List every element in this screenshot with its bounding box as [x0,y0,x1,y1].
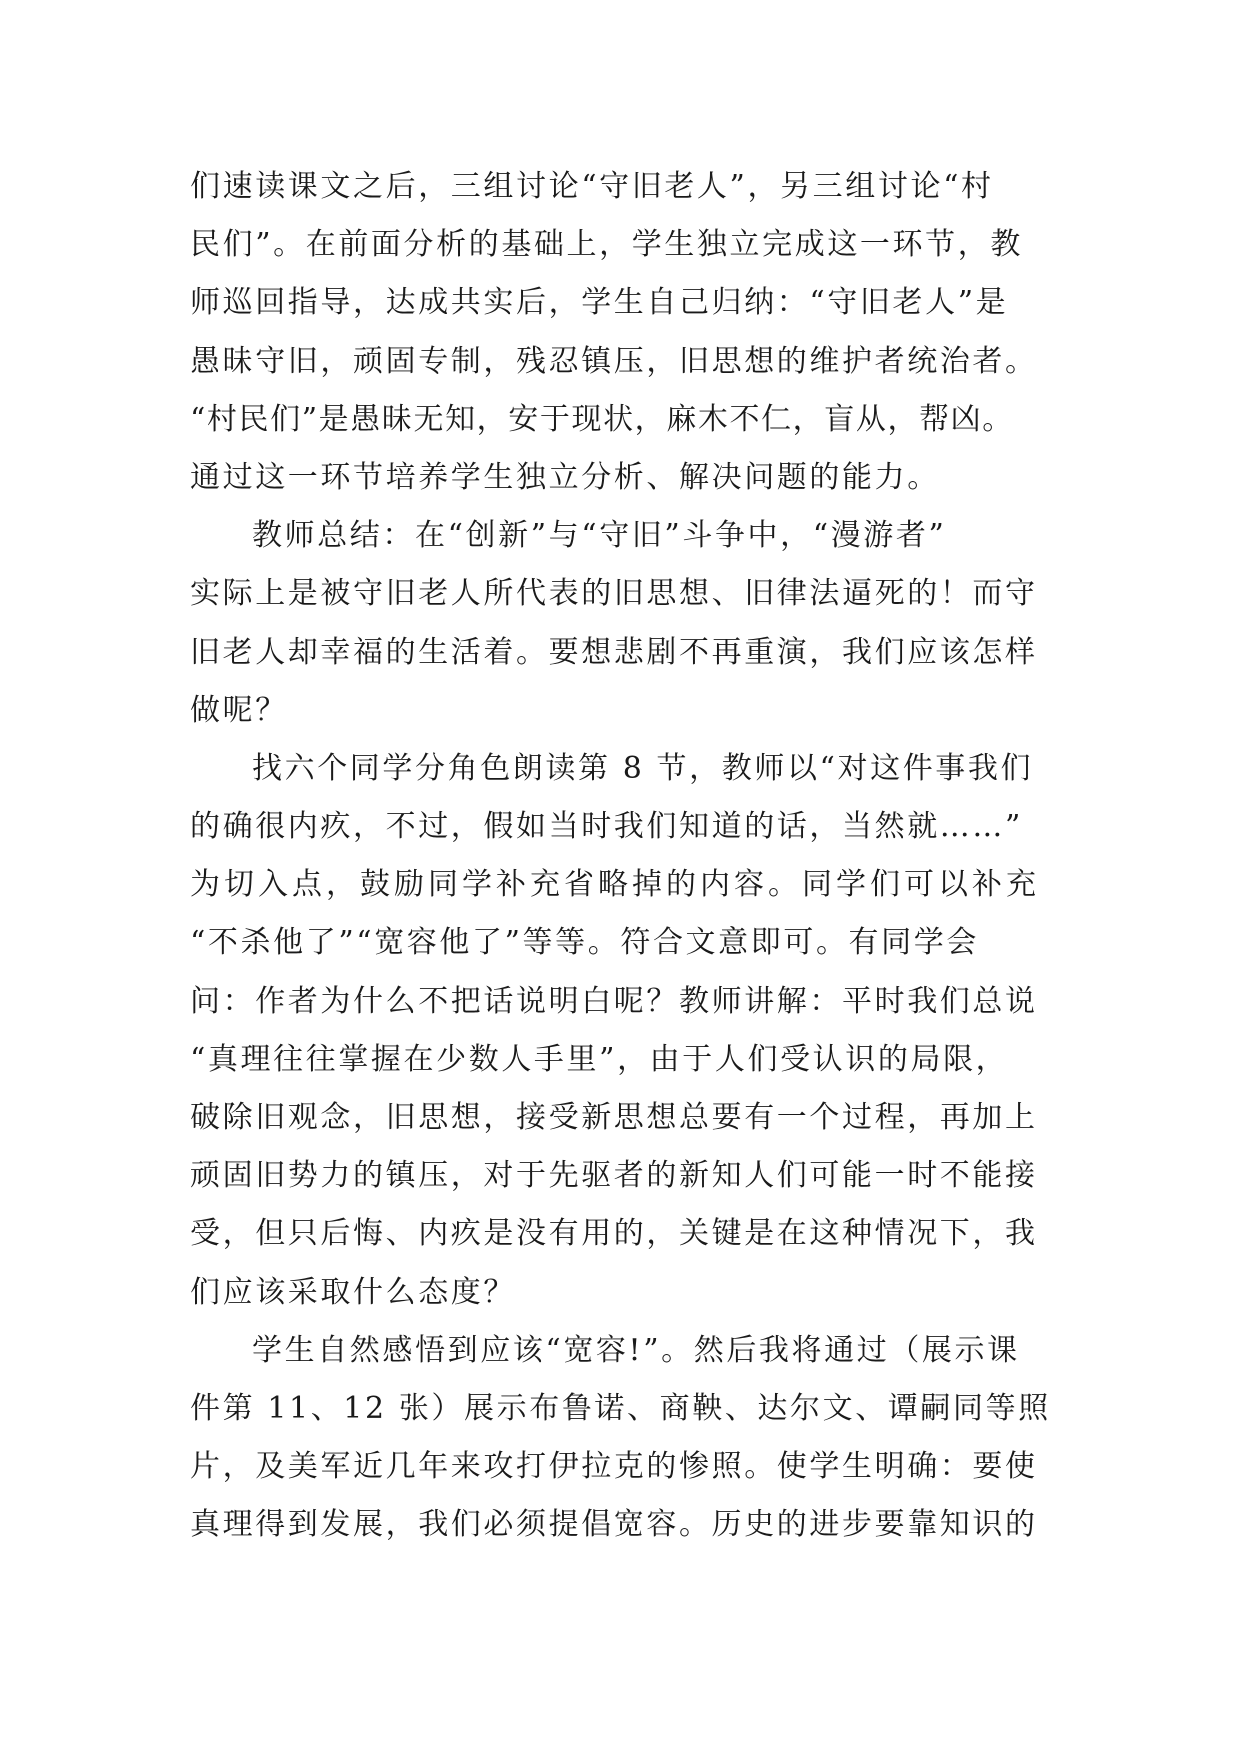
text-line-9: 旧老人却幸福的生活着。要想悲剧不再重演，我们应该怎样 [190,634,1038,670]
text-line-12: 的确很内疚，不过，假如当时我们知道的话，当然就……” [190,809,1023,845]
document-page [190,158,1052,1555]
text-line-5: “村民们”是愚昧无知，安于现状，麻木不仁，盲从，帮凶。 [190,401,1014,437]
text-line-21: 学生自然感悟到应该“宽容!”。然后我将通过（展示课 [252,1332,1020,1368]
text-line-22: 件第 11、12 张）展示布鲁诺、商鞅、达尔文、谭嗣同等照 [190,1390,1051,1426]
text-line-13: 为切入点，鼓励同学补充省略掉的内容。同学们可以补充 [190,867,1040,903]
text-line-4: 愚昧守旧，顽固专制，残忍镇压，旧思想的维护者统治者。 [190,343,1038,379]
text-line-17: 破除旧观念，旧思想，接受新思想总要有一个过程，再加上 [190,1100,1038,1135]
text-line-11: 找六个同学分角色朗读第 8 节，教师以“对这件事我们 [252,750,1034,786]
text-line-1: 们速读课文之后，三组讨论“守旧老人”，另三组讨论“村 [190,169,994,204]
text-line-24: 真理得到发展，我们必须提倡宽容。历史的进步要靠知识的 [190,1507,1038,1543]
text-line-15: 问：作者为什么不把话说明白呢？教师讲解：平时我们总说 [190,983,1038,1019]
text-line-6: 通过这一环节培养学生独立分析、解决问题的能力。 [190,459,940,495]
text-line-20: 们应该采取什么态度？ [190,1274,516,1310]
text-line-8: 实际上是被守旧老人所代表的旧思想、旧律法逼死的！而守 [190,576,1038,612]
text-line-18: 顽固旧势力的镇压，对于先驱者的新知人们可能一时不能接 [190,1158,1038,1194]
text-line-7: 教师总结：在“创新”与“守旧”斗争中，“漫游者” [252,518,947,554]
text-line-16: “真理往往掌握在少数人手里”，由于人们受认识的局限， [190,1041,1009,1077]
text-line-2: 民们”。在前面分析的基础上，学生独立完成这一环节，教 [190,227,1023,263]
text-line-3: 师巡回指导，达成共实后，学生自己归纳：“守旧老人”是 [190,285,1009,321]
text-line-19: 受，但只后悔、内疚是没有用的，关键是在这种情况下，我 [190,1216,1038,1252]
text-line-23: 片，及美军近几年来攻打伊拉克的惨照。使学生明确：要使 [190,1449,1038,1485]
text-line-14: “不杀他了”“宽容他了”等等。符合文意即可。有同学会 [190,925,979,961]
text-line-10: 做呢？ [190,692,288,728]
